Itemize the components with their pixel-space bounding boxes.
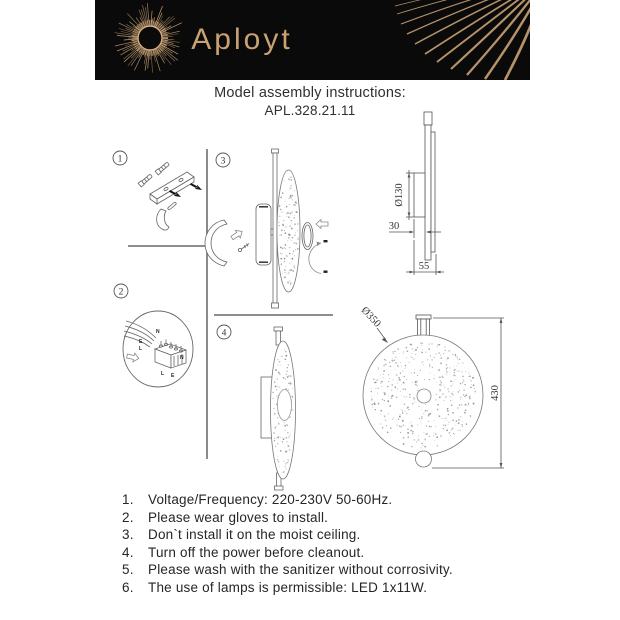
step-4-badge — [217, 325, 231, 339]
instruction-text: Please wash with the sanitizer without corrosivity. — [148, 562, 453, 578]
instruction-text: The use of lamps is permissible: LED 1x11W. — [148, 579, 428, 595]
step-4-number: 4 — [221, 328, 227, 339]
step-2-number: 2 — [118, 287, 124, 298]
dim-label-diameter-130: Ø130 — [394, 183, 405, 207]
brand-wordmark: Aployt — [191, 23, 293, 56]
instruction-text: Don`t install it on the moist ceiling. — [148, 527, 361, 543]
instruction-item — [122, 491, 552, 509]
step-1-diagram — [138, 162, 203, 230]
instruction-text: Voltage/Frequency: 220-230V 50-60Hz. — [148, 492, 393, 507]
wire-label-l: L — [139, 346, 143, 352]
step-3-diagram — [205, 149, 328, 308]
instruction-number: 1. — [122, 492, 134, 507]
instruction-text: Please wear gloves to install. — [148, 509, 329, 525]
wire-label-n: N — [156, 329, 160, 335]
assembly-diagram — [85, 100, 530, 500]
screw-icon — [238, 244, 249, 252]
sunburst-logo-icon — [115, 3, 182, 72]
instruction-item — [122, 526, 552, 544]
clamp-part — [205, 220, 227, 266]
front-view-drawing — [359, 305, 504, 468]
screw-anchor-icon — [138, 174, 152, 187]
wire-label-n: N — [180, 355, 184, 361]
instruction-number: 4. — [122, 544, 134, 560]
disc-opening — [278, 390, 292, 421]
wall-mount-box — [414, 173, 425, 217]
dim-label-55: 55 — [418, 261, 430, 272]
screw-anchor-icon — [155, 162, 169, 175]
step-1-badge — [113, 151, 127, 165]
wire-label-e: E — [171, 373, 175, 379]
push-arrow-icon — [230, 228, 245, 242]
brand-banner — [95, 0, 530, 80]
center-hole — [417, 389, 431, 403]
hook-part — [157, 209, 169, 230]
bottom-tab — [416, 451, 432, 467]
step-2-badge — [114, 284, 128, 298]
dim-label-30: 30 — [388, 221, 400, 232]
push-arrow-icon — [316, 220, 328, 229]
step-4-diagram — [261, 327, 296, 490]
dim-label-430: 430 — [490, 385, 501, 401]
dim-label-diameter-350: Ø350 — [358, 305, 383, 330]
instruction-number: 5. — [122, 562, 134, 578]
step-1-number: 1 — [117, 154, 123, 165]
dim-350 — [359, 305, 388, 343]
step-2-diagram — [123, 311, 193, 387]
instruction-number: 6. — [122, 579, 134, 595]
terrazzo-disc-side — [277, 170, 300, 292]
page-title: Model assembly instructions: — [214, 85, 406, 101]
corner-rays-decoration — [395, 0, 530, 80]
step-3-number: 3 — [220, 156, 226, 167]
instruction-item — [122, 561, 552, 579]
dim-130 — [394, 170, 414, 220]
model-number: APL.328.21.11 — [264, 103, 356, 118]
instruction-number: 2. — [122, 509, 134, 525]
instruction-item — [122, 579, 552, 597]
step-3-badge — [216, 153, 230, 167]
wire-label-l: L — [161, 371, 165, 377]
lamp-body-side — [256, 204, 271, 265]
side-view-drawing — [389, 112, 444, 275]
instruction-list — [122, 491, 552, 597]
instruction-item — [122, 509, 552, 527]
wire-label-e: E — [139, 339, 143, 345]
instruction-text: Turn off the power before cleanout. — [148, 544, 365, 560]
instruction-number: 3. — [122, 527, 134, 543]
banner-graphics — [95, 0, 530, 80]
instruction-item — [122, 544, 552, 562]
mount-plate-edge — [273, 153, 277, 303]
